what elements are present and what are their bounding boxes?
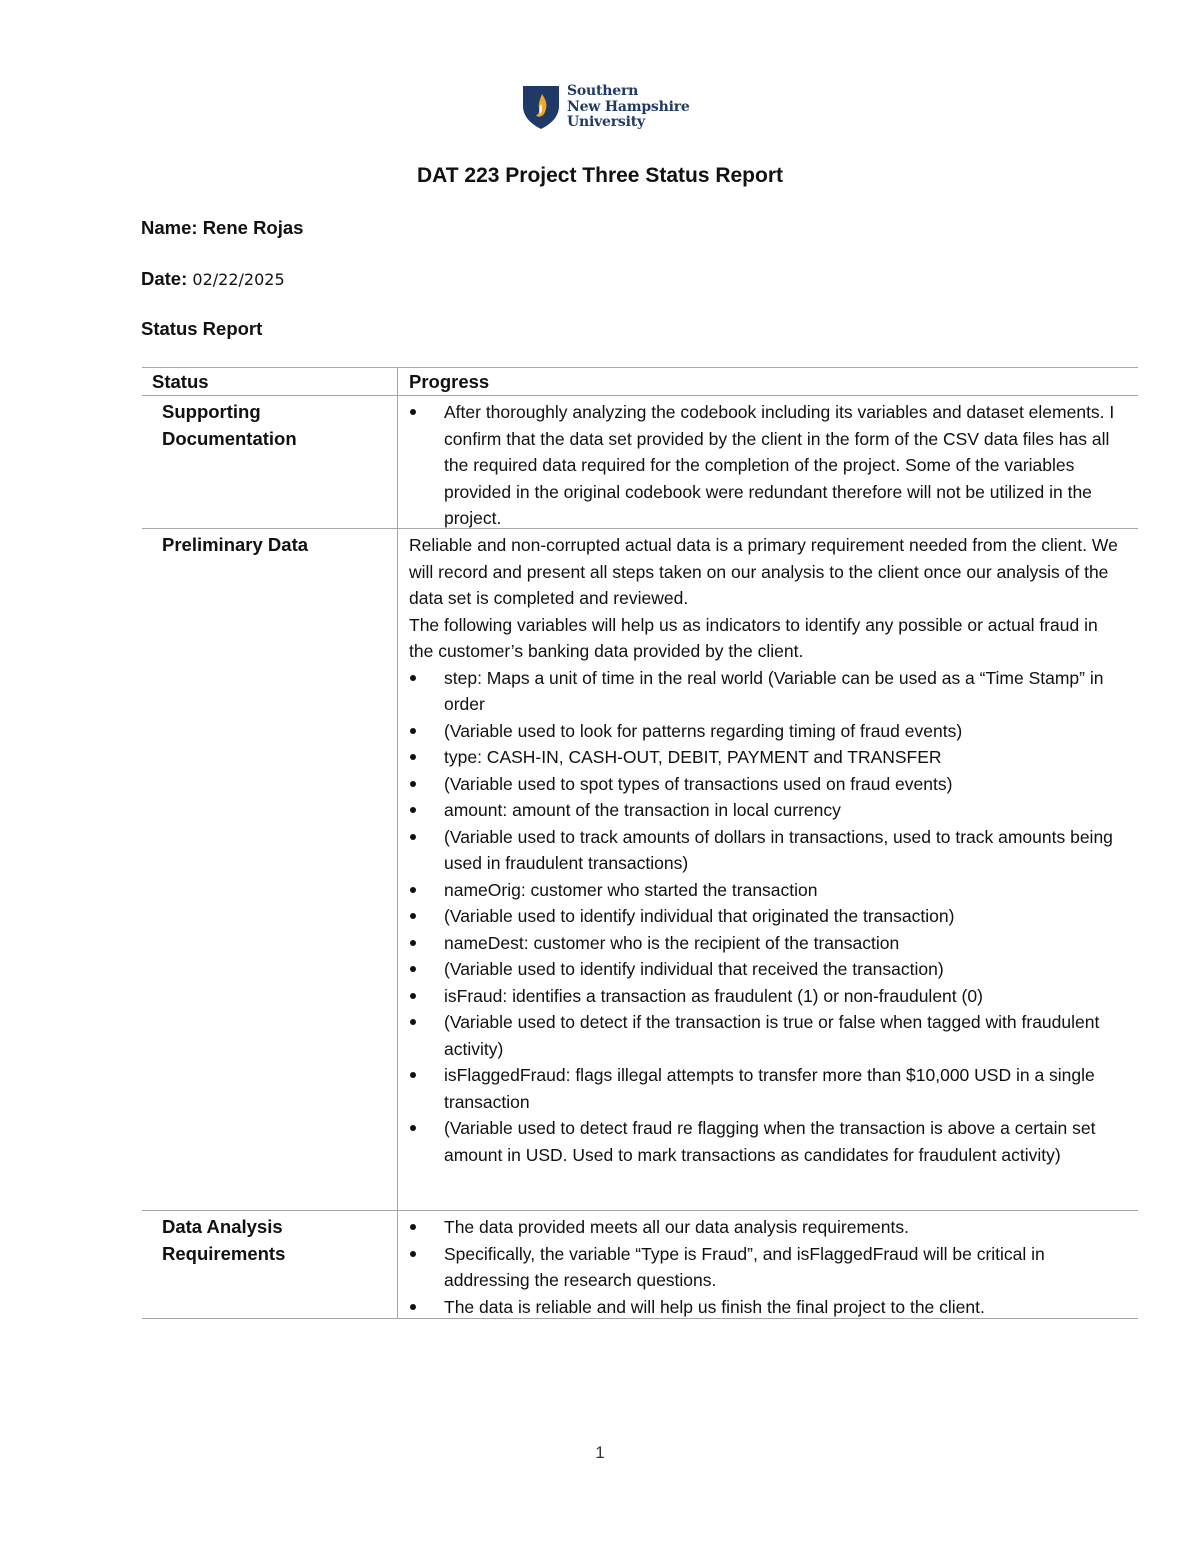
status-cell	[142, 529, 398, 1210]
progress-cell	[398, 1211, 1138, 1318]
status-table	[142, 367, 1138, 1319]
status-label: Supporting Documentation	[162, 401, 297, 449]
list-item: After thoroughly analyzing the codebook including its variables and dataset elements. I confirm that the data set provided by the client in the form of the CSV data files has all the required data required for the completion of the project. Some of the variables provided in the original codebook were redundant therefore will not be utilized in the project.	[409, 399, 1124, 532]
list-item: amount: amount of the transaction in local currency	[409, 797, 1124, 824]
university-logo	[521, 84, 690, 131]
paragraph: The following variables will help us as indicators to identify any possible or actual fraud in the customer’s banking data provided by the client.	[409, 614, 1098, 661]
table-header-row	[142, 367, 1138, 396]
list-item: (Variable used to identify individual that originated the transaction)	[409, 903, 1124, 930]
logo-line-2: New Hampshire	[567, 98, 690, 115]
list-item: (Variable used to identify individual that received the transaction)	[409, 956, 1124, 983]
header-status: Status	[142, 368, 398, 395]
list-item: (Variable used to track amounts of dollars in transactions, used to track amounts being used in fraudulent transactions)	[409, 824, 1124, 877]
list-item: (Variable used to look for patterns regarding timing of fraud events)	[409, 718, 1124, 745]
name-field	[141, 217, 303, 239]
logo-wordmark	[567, 84, 690, 131]
list-item: (Variable used to detect fraud re flagging when the transaction is above a certain set amount in USD. Used to mark transactions as candidates for fraudulent activity)	[409, 1115, 1124, 1168]
status-label: Preliminary Data	[162, 534, 309, 555]
list-item: nameOrig: customer who started the transaction	[409, 877, 1124, 904]
header-progress: Progress	[409, 371, 490, 392]
status-label: Data Analysis Requirements	[162, 1216, 286, 1264]
list-item: isFlaggedFraud: flags illegal attempts to transfer more than $10,000 USD in a single transaction	[409, 1062, 1124, 1115]
list-item: isFraud: identifies a transaction as fraudulent (1) or non-fraudulent (0)	[409, 983, 1124, 1010]
list-item: The data is reliable and will help us finish the final project to the client.	[409, 1294, 1124, 1321]
list-item: nameDest: customer who is the recipient of the transaction	[409, 930, 1124, 957]
table-row	[142, 1211, 1138, 1319]
table-row	[142, 396, 1138, 529]
date-label: Date:	[141, 268, 188, 289]
progress-cell	[398, 529, 1138, 1210]
table-row	[142, 529, 1138, 1211]
logo-line-3: University	[567, 114, 645, 130]
status-cell	[142, 1211, 398, 1318]
list-item: step: Maps a unit of time in the real world (Variable can be used as a “Time Stamp” in order	[409, 665, 1124, 718]
list-item: (Variable used to spot types of transactions used on fraud events)	[409, 771, 1124, 798]
list-item: Specifically, the variable “Type is Fraud”, and isFlaggedFraud will be critical in addressing the research questions.	[409, 1241, 1124, 1294]
list-item: (Variable used to detect if the transaction is true or false when tagged with fraudulent activity)	[409, 1009, 1124, 1062]
date-field	[141, 268, 285, 290]
page-number: 1	[595, 1443, 605, 1462]
name-label: Name: Rene Rojas	[141, 217, 304, 238]
document-title: DAT 223 Project Three Status Report	[416, 164, 784, 187]
progress-cell	[398, 396, 1138, 528]
date-value: 02/22/2025	[192, 270, 285, 289]
list-item: The data provided meets all our data analysis requirements.	[409, 1214, 1124, 1241]
status-cell	[142, 396, 398, 528]
paragraph: Reliable and non-corrupted actual data is a primary requirement needed from the client. We will record and present all steps taken on our analysis to the client once our analysis of the data set is completed and reviewed.	[409, 535, 1118, 608]
list-item: type: CASH-IN, CASH-OUT, DEBIT, PAYMENT and TRANSFER	[409, 744, 1124, 771]
section-heading: Status Report	[141, 318, 263, 339]
shield-flame-icon	[521, 84, 561, 130]
logo-line-1: Southern	[567, 83, 639, 99]
